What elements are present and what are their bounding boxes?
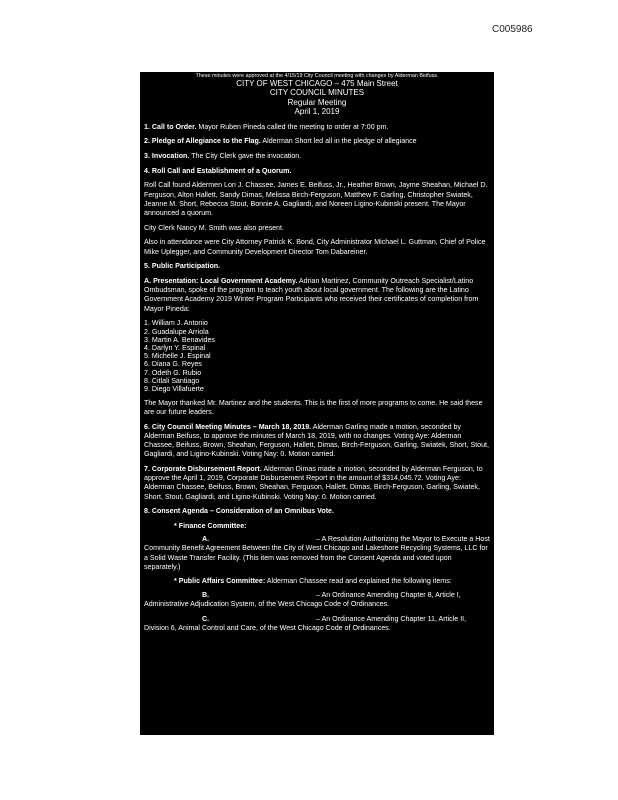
participant-list [144,319,490,393]
section-label: 3. Invocation. [144,152,190,161]
attendance-text: Also in attendance were City Attorney Patrick K. Bond, City Administrator Michael L. Guttman, Chief of Police Mike Uplegger, and Community Development Director Tom Dabareiner. [144,238,486,256]
section-text: Adrian Martinez, Community Outreach Specialist/Latino Ombudsman, spoke of the program to teach youth about local government. The following are the Latino Government Academy 2019 Winter Program Participants who received their certificates of completion from Mayor Pineda: [144,277,479,313]
finance-committee-label: * Finance Committee: [174,521,247,530]
consent-item-c [144,615,490,633]
section-label: 1. Call to Order. [144,122,197,131]
heading-line: Regular Meeting [287,97,347,107]
document-stamp: C005986 [492,24,533,35]
list-item: 4. Darlyn Y. Espinal [144,343,206,352]
roll-call-text: Roll Call found Aldermen Lori J. Chassee, James E. Beifuss, Jr., Heather Brown, Jayme Sheahan, Michael D. Ferguson, Alton Hallett, Sandy Dimas, Melissa Birch-Ferguson, Matthew F. Garling, Christopher Swiatek, Jeanne M. Short, Rebecca Stout, Bonnie A. Gagliardi, and Noreen Ligino-Kubinski present. The Mayor announced a quorum. [144,181,488,218]
approval-note: These minutes were approved at the 4/15/19 City Council meeting with changes by Alderman Beifuss. [195,73,439,79]
minutes-page [140,72,494,735]
section-label: 7. Corporate Disbursement Report. [144,464,262,473]
section-label: A. Presentation: Local Government Academy. [144,277,298,286]
list-item: 3. Martin A. Benavides [144,335,215,344]
section-consent-agenda [144,507,490,516]
item-letter: B. [202,590,210,599]
section-label: 5. Public Participation. [144,262,221,271]
section-label: * Public Affairs Committee: [174,577,266,586]
item-text: – A Resolution Authorizing the Mayor to Execute a Host Community Benefit Agreement Between the City of West Chicago and Lakeshore Recycling Systems, LLC for a Solid Waste Transfer Facility. (This item was removed from the Consent Agenda and voted upon separately.) [144,535,490,571]
list-item: 2. Guadalupe Arriola [144,327,209,336]
consent-item-a [144,535,490,572]
section-pledge [144,137,490,146]
section-text: The City Clerk gave the invocation. [189,152,302,161]
section-label: 2. Pledge of Allegiance to the Flag. [144,137,261,146]
section-label: 8. Consent Agenda – Consideration of an Omnibus Vote. [144,507,334,516]
item-text: – An Ordinance Amending Chapter 11, Article II, Division 6, Animal Control and Care, of the West Chicago Code of Ordinances. [144,614,467,632]
list-item: 7. Odeth G. Rubio [144,368,202,377]
clerk-text: City Clerk Nancy M. Smith was also present. [144,223,284,232]
public-affairs-committee [144,577,490,586]
list-item: 8. Citlali Santiago [144,376,200,385]
section-meeting-minutes [144,423,490,460]
section-text: Alderman Chassee read and explained the following items: [265,577,452,586]
section-disbursement-report [144,465,490,502]
section-roll-call [144,167,490,176]
presentation-paragraph [144,277,490,314]
section-text: Alderman Garling made a motion, seconded by Alderman Beifuss, to approve the minutes of March 18, 2019, with no changes. Voting Aye: Alderman Chassee, Beifuss, Brown, Sheahan, Ferguson, Hallett, Dimas, Birch-Ferguson, Garling, Swiatek, Short, Stout, Gagliardi, and Ligino-Kubinski. Voting Nay: 0. Motion carried. [144,422,489,459]
heading-line: CITY OF WEST CHICAGO – 475 Main Street [236,79,398,88]
heading-line: CITY COUNCIL MINUTES [269,88,365,98]
list-item: 5. Michelle J. Espinal [144,352,211,361]
section-text: Alderman Short led all in the pledge of allegiance [260,137,417,146]
section-text: Alderman Dimas made a motion, seconded by Alderman Ferguson, to approve the April 1, 2019, Corporate Disbursement Report in the amount of $314,045.72. Voting Aye: Alderman Chassee, Beifuss, Brown, Sheahan, Ferguson, Hallett, Dimas, Birch-Ferguson, Garling, Swiatek, Short, Stout, Gagliardi, and Ligino-Kubinski. Voting Nay: 0. Motion carried. [144,464,483,501]
list-item: 6. Diana G. Reyes [144,360,202,369]
heading-line: April 1, 2019 [294,107,340,117]
document-heading [144,79,490,117]
item-letter: C. [202,614,210,623]
thanks-text: The Mayor thanked Mr. Martinez and the students. This is the first of more programs to come. He said these are our future leaders. [144,398,483,416]
list-item: 1. William J. Antonio [144,319,208,328]
item-letter: A. [202,535,210,544]
section-text: Mayor Ruben Pineda called the meeting to order at 7:00 pm. [196,122,389,131]
item-text: – An Ordinance Amending Chapter 8, Article I, Administrative Adjudication System, of the West Chicago Code of Ordinances. [144,590,461,608]
section-call-to-order [144,123,490,132]
section-label: 6. City Council Meeting Minutes – March 18, 2019. [144,422,312,431]
section-invocation [144,152,490,161]
section-public-participation [144,262,490,271]
list-item: 9. Diego Villafuerte [144,385,204,393]
consent-item-b [144,591,490,609]
section-label: 4. Roll Call and Establishment of a Quorum. [144,166,292,175]
